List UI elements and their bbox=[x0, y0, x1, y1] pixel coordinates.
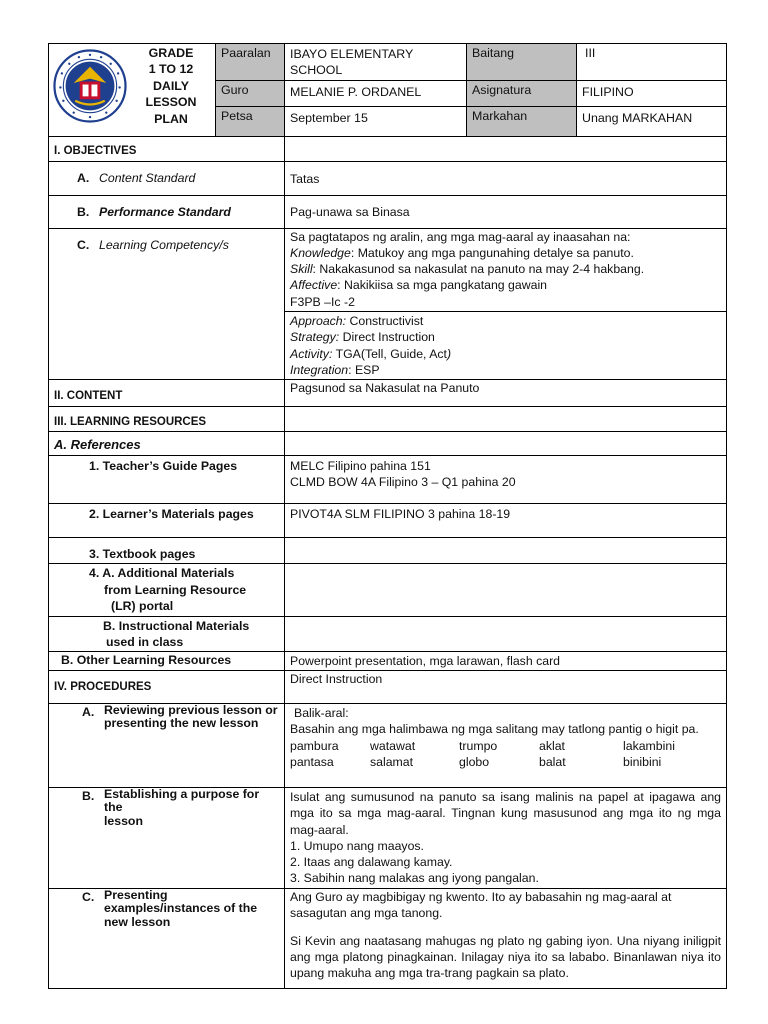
presenting-examples-line: Presenting bbox=[104, 887, 168, 902]
affective-text: : Nakikiisa sa mga pangkatang gawain bbox=[337, 278, 548, 293]
activity-text: TGA(Tell, Guide, Act bbox=[332, 346, 447, 361]
establishing-purpose-line: lesson bbox=[104, 813, 143, 828]
knowledge-text: : Matukoy ang mga pangunahing detalye sa panuto. bbox=[350, 245, 634, 260]
establishing-purpose-letter: B. bbox=[82, 788, 95, 803]
performance-standard-letter: B. bbox=[77, 204, 90, 219]
integration-label: Integration bbox=[290, 362, 349, 377]
reviewing-lesson-label bbox=[49, 703, 285, 787]
subject-label: Asignatura bbox=[467, 80, 577, 106]
approach-line bbox=[290, 313, 721, 329]
quarter-label: Markahan bbox=[467, 106, 577, 136]
establishing-purpose-text bbox=[104, 788, 279, 829]
content-standard-label bbox=[49, 161, 285, 195]
instructional-materials-line: used in class bbox=[106, 634, 184, 649]
procedures-heading: IV. PROCEDURES bbox=[49, 670, 285, 703]
grade-title-line: PLAN bbox=[154, 111, 188, 126]
reviewing-lesson-value bbox=[285, 703, 727, 787]
grade-title bbox=[127, 45, 215, 128]
quarter-value: Unang MARKAHAN bbox=[577, 106, 727, 136]
approach-text: Constructivist bbox=[346, 314, 424, 329]
content-heading: II. CONTENT bbox=[49, 380, 285, 406]
review-word: balat bbox=[539, 754, 566, 769]
story-text: Si Kevin ang naatasang mahugas ng plato ng gabing iyon. Una niyang iniligpit ang mga platong pinagkainan. Inilagay niya ito sa lababo. Binanlawan niya ito upang makuha ang mga tra-trang pagkain sa plato. bbox=[290, 933, 721, 981]
date-value: September 15 bbox=[285, 106, 467, 136]
procedures-value: Direct Instruction bbox=[285, 670, 727, 703]
performance-standard-value: Pag-unawa sa Binasa bbox=[285, 195, 727, 228]
presenting-examples-line: examples/instances of the bbox=[104, 901, 258, 916]
grade-level-value bbox=[577, 44, 727, 81]
additional-materials-line: from Learning Resource bbox=[104, 582, 247, 597]
purpose-step: 2. Itaas ang dalawang kamay. bbox=[290, 855, 453, 870]
references-heading: A. References bbox=[49, 431, 285, 455]
presenting-examples-line: new lesson bbox=[104, 914, 171, 929]
teachers-guide-label: 1. Teacher’s Guide Pages bbox=[49, 455, 285, 503]
learners-materials-label: 2. Learner’s Materials pages bbox=[49, 503, 285, 537]
references-value bbox=[285, 431, 727, 455]
textbook-pages-label: 3. Textbook pages bbox=[49, 537, 285, 563]
school-label: Paaralan bbox=[216, 44, 285, 81]
review-word-list bbox=[290, 738, 721, 771]
review-title: Balik-aral: bbox=[294, 705, 349, 720]
content-standard-text: Content Standard bbox=[99, 170, 196, 185]
learning-competency-letter: C. bbox=[77, 237, 90, 252]
subject-value: FILIPINO bbox=[577, 80, 727, 106]
additional-materials-line: 4. A. Additional Materials bbox=[89, 566, 235, 581]
other-resources-label: B. Other Learning Resources bbox=[49, 651, 285, 670]
content-standard-value: Tatas bbox=[285, 161, 727, 195]
performance-standard-label bbox=[49, 195, 285, 228]
review-instruction: Basahin ang mga halimbawa ng mga salitang may tatlong pantig o higit pa. bbox=[290, 722, 699, 737]
purpose-step: 1. Umupo nang maayos. bbox=[290, 838, 424, 853]
review-word: watawat bbox=[370, 738, 416, 753]
establishing-purpose-line: Establishing a purpose for the bbox=[104, 786, 260, 815]
review-word: lakambini bbox=[623, 738, 675, 753]
additional-materials-line: (LR) portal bbox=[111, 599, 174, 614]
review-word: salamat bbox=[370, 754, 414, 769]
skill-label: Skill bbox=[290, 262, 313, 277]
reviewing-lesson-text bbox=[104, 704, 278, 731]
grade-title-line: DAILY bbox=[152, 78, 190, 93]
reviewing-lesson-letter: A. bbox=[82, 704, 95, 719]
approach-label: Approach: bbox=[290, 314, 347, 329]
school-value: IBAYO ELEMENTARY SCHOOL bbox=[285, 44, 467, 81]
learning-competency-text: Learning Competency/s bbox=[99, 237, 229, 252]
presenting-examples-label bbox=[49, 888, 285, 988]
objectives-heading: I. OBJECTIVES bbox=[49, 136, 285, 161]
grade-title-line: 1 TO 12 bbox=[148, 62, 194, 77]
review-word: pambura bbox=[290, 738, 339, 753]
teachers-guide-value bbox=[285, 455, 727, 503]
reviewing-lesson-line: presenting the new lesson bbox=[104, 716, 259, 731]
content-value: Pagsunod sa Nakasulat na Panuto bbox=[285, 380, 727, 406]
learning-competency-label bbox=[49, 228, 285, 380]
competency-knowledge bbox=[290, 245, 721, 261]
establishing-purpose-label bbox=[49, 787, 285, 888]
presenting-examples-value bbox=[285, 888, 727, 988]
presenting-examples-letter: C. bbox=[82, 889, 95, 904]
review-word: globo bbox=[459, 754, 490, 769]
grade-level-text: III bbox=[585, 46, 596, 60]
strategy-label: Strategy: bbox=[290, 330, 340, 345]
activity-line bbox=[290, 346, 721, 362]
establishing-purpose-value bbox=[285, 787, 727, 888]
review-word: trumpo bbox=[459, 738, 498, 753]
objectives-heading-value bbox=[285, 136, 727, 161]
activity-close: ) bbox=[446, 346, 452, 361]
skill-text: : Nakakasunod sa nakasulat na panuto na may 2-4 hakbang. bbox=[312, 262, 645, 277]
grade-level-label: Baitang bbox=[467, 44, 577, 81]
integration-text: : ESP bbox=[348, 362, 380, 377]
additional-materials-label bbox=[49, 564, 285, 617]
presenting-examples-text bbox=[104, 889, 257, 930]
strategy-text: Direct Instruction bbox=[339, 330, 435, 345]
competency-affective bbox=[290, 277, 721, 293]
teachers-guide-line: CLMD BOW 4A Filipino 3 – Q1 pahina 20 bbox=[290, 475, 516, 490]
grade-title-line: LESSON bbox=[145, 95, 197, 110]
teacher-value: MELANIE P. ORDANEL bbox=[285, 80, 467, 106]
instructional-materials-value bbox=[285, 616, 727, 651]
competency-code: F3PB –Ic -2 bbox=[290, 294, 355, 309]
purpose-step: 3. Sabihin nang malakas ang iyong pangalan. bbox=[290, 871, 539, 886]
review-word: pantasa bbox=[290, 754, 334, 769]
other-resources-value: Powerpoint presentation, mga larawan, flash card bbox=[285, 651, 727, 670]
date-label: Petsa bbox=[216, 106, 285, 136]
performance-standard-text: Performance Standard bbox=[99, 204, 231, 219]
grade-title-line: GRADE bbox=[148, 45, 194, 60]
activity-label: Activity: bbox=[290, 346, 333, 361]
reviewing-lesson-line: Reviewing previous lesson or bbox=[104, 702, 278, 717]
story-intro: Ang Guro ay magbibigay ng kwento. Ito ay babasahin ng mag-aaral at sasagutan ang mga tanong. bbox=[290, 889, 672, 921]
integration-line bbox=[290, 362, 721, 378]
review-word: binibini bbox=[623, 754, 662, 769]
teachers-guide-line: MELC Filipino pahina 151 bbox=[290, 458, 431, 473]
approach-cell bbox=[285, 312, 727, 380]
knowledge-label: Knowledge bbox=[290, 245, 351, 260]
deped-seal-icon bbox=[53, 49, 127, 123]
strategy-line bbox=[290, 329, 721, 345]
learners-materials-value: PIVOT4A SLM FILIPINO 3 pahina 18-19 bbox=[285, 503, 727, 537]
textbook-pages-value bbox=[285, 537, 727, 563]
content-standard-letter: A. bbox=[77, 170, 90, 185]
review-word: aklat bbox=[539, 738, 565, 753]
purpose-instruction: Isulat ang sumusunod na panuto sa isang malinis na papel at ipagawa ang mga ito sa mga mag-aaral. Tingnan kung masusunod ang mga ito ng mga mag-aaral. bbox=[290, 789, 721, 837]
teacher-label: Guro bbox=[216, 80, 285, 106]
instructional-materials-line: B. Instructional Materials bbox=[103, 618, 250, 633]
competency-intro: Sa pagtatapos ng aralin, ang mga mag-aaral ay inaasahan na: bbox=[290, 229, 631, 244]
instructional-materials-label bbox=[49, 616, 285, 651]
lesson-plan-table bbox=[48, 43, 727, 989]
learning-competency-value bbox=[285, 228, 727, 311]
lesson-plan-page bbox=[48, 43, 726, 989]
affective-label: Affective bbox=[290, 278, 338, 293]
learning-resources-value bbox=[285, 406, 727, 431]
learning-resources-heading: III. LEARNING RESOURCES bbox=[49, 406, 285, 431]
additional-materials-value bbox=[285, 564, 727, 617]
competency-skill bbox=[290, 261, 721, 277]
header-logo-cell bbox=[49, 44, 216, 137]
